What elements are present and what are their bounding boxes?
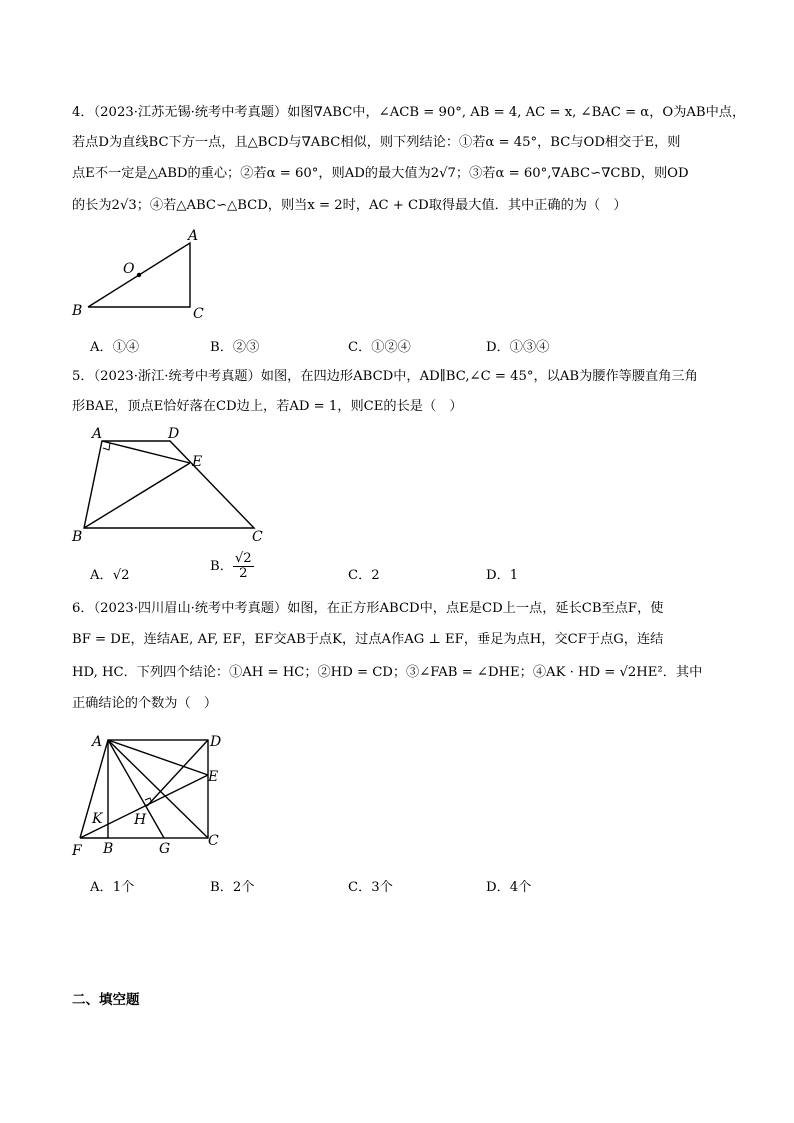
segment-be	[84, 463, 190, 528]
segment-hd	[147, 740, 208, 806]
q5-option-b[interactable]	[210, 552, 254, 581]
label-c: C	[193, 306, 204, 322]
label-c: C	[252, 529, 263, 545]
q6-square-figure	[62, 726, 242, 862]
q4-option-a[interactable]: A．①④	[90, 340, 140, 355]
quadrilateral-abcd	[84, 441, 254, 528]
label-b: B	[72, 529, 83, 545]
segment-ae	[108, 740, 208, 775]
label-b: B	[72, 303, 83, 319]
q5-quadrilateral-figure	[66, 424, 276, 548]
q6-option-a[interactable]: A．1个	[90, 880, 135, 895]
q4-line-4: 的长为2√3；④若△ABC∽△BCD，则当x = 2时，AC + CD取得最大值．其中正确的为（ ）	[72, 198, 627, 213]
q4-option-c[interactable]: C．①②④	[348, 340, 411, 355]
q6-option-d[interactable]: D．4个	[486, 880, 532, 895]
label-a: A	[188, 228, 199, 244]
q5-option-b-prefix: B．	[210, 559, 233, 574]
q6-option-c[interactable]: C．3个	[348, 880, 393, 895]
q5-option-d[interactable]: D．1	[486, 568, 519, 583]
q4-line-1: 4．（2023·江苏无锡·统考中考真题）如图∇ABC中，∠ACB = 90°, AB = 4, AC = x, ∠BAC = α，O为AB中点，	[72, 105, 746, 120]
segment-ac	[108, 740, 208, 838]
label-c: C	[208, 833, 219, 849]
q5-line-2: 形BAE，顶点E恰好落在CD边上，若AD = 1，则CE的长是（ ）	[72, 399, 463, 414]
label-a: A	[92, 734, 103, 750]
q5-options	[90, 551, 710, 583]
label-h: H	[134, 812, 147, 828]
q6-line-3: HD, HC．下列四个结论：①AH = HC；②HD = CD；③∠FAB = ∠DHE；④AK · HD = √2HE²．其中	[72, 665, 703, 680]
right-angle-mark	[103, 443, 110, 450]
label-k: K	[92, 811, 103, 827]
segment-fe	[80, 775, 208, 838]
q4-option-b[interactable]: B．②③	[210, 340, 260, 355]
q6-line-1: 6．（2023·四川眉山·统考中考真题）如图，在正方形ABCD中，点E是CD上一点，延长CB至点F，使	[72, 601, 664, 616]
q6-line-4: 正确结论的个数为（ ）	[72, 696, 218, 711]
fraction-denominator: 2	[239, 566, 248, 581]
q5-option-b-fraction	[233, 552, 254, 581]
label-o: O	[123, 261, 135, 277]
fraction-numerator: √2	[234, 551, 252, 566]
label-e: E	[192, 454, 203, 470]
segment-ae	[102, 441, 190, 463]
q4-triangle-figure	[66, 225, 226, 325]
section-title: 二、填空题	[72, 992, 140, 1008]
label-e: E	[208, 769, 219, 785]
label-f: F	[72, 843, 82, 859]
q6-options	[90, 876, 710, 898]
label-b: B	[103, 841, 114, 857]
label-d: D	[210, 734, 222, 750]
point-o-dot	[137, 273, 141, 277]
q4-line-2: 若点D为直线BC下方一点，且△BCD与∇ABC相似，则下列结论：①若α = 45°，BC与OD相交于E，则	[72, 135, 681, 150]
q5-option-a[interactable]: A．√2	[90, 568, 130, 583]
q5-option-c[interactable]: C．2	[348, 568, 380, 583]
q4-option-d[interactable]: D．①③④	[486, 340, 550, 355]
q6-line-2: BF = DE，连结AE, AF, EF，EF交AB于点K，过点A作AG ⊥ EF，垂足为点H，交CF于点G，连结	[72, 632, 664, 647]
q5-line-1: 5．（2023·浙江·统考中考真题）如图，在四边形ABCD中，AD∥BC,∠C = 45°，以AB为腰作等腰直角三角	[72, 369, 698, 384]
q6-option-b[interactable]: B．2个	[210, 880, 255, 895]
q4-line-3: 点E不一定是△ABD的重心；②若α = 60°，则AD的最大值为2√7；③若α = 60°,∇ABC∽∇CBD，则OD	[72, 166, 689, 181]
label-g: G	[159, 841, 171, 857]
label-d: D	[168, 426, 180, 442]
q4-options	[90, 336, 710, 358]
label-a: A	[92, 426, 103, 442]
